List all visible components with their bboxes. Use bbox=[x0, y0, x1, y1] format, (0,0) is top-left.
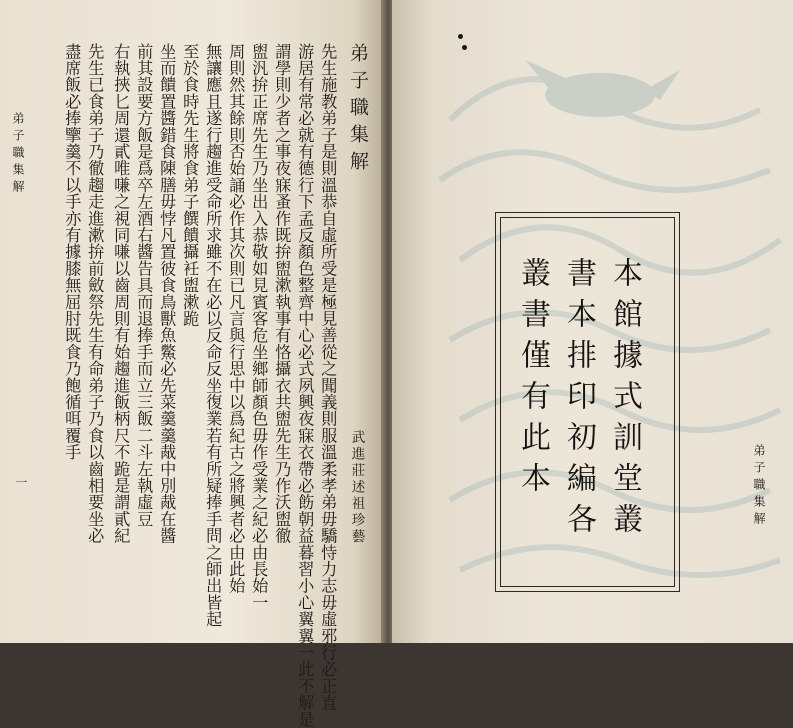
text-column-8: 坐而饋置醬錯食陳膳毋悖凡置彼食鳥獸魚鱉必先菜羹羹胾中別胾在醬 bbox=[157, 43, 177, 544]
page-number: 一 bbox=[14, 476, 28, 488]
text-column-4: 盥汎拚正席先生乃坐出入恭敬如見賓客危坐鄉師顏色毋作受業之紀必由長始一 bbox=[249, 43, 269, 611]
text-column-6: 無讓應且遂行趨進受命所求雖不在必以反命反坐復業若有所疑捧手問之師出皆起 bbox=[203, 43, 223, 628]
publisher-note-line-1: 本館據式訓堂叢 bbox=[607, 257, 642, 544]
publisher-notice-frame bbox=[495, 212, 680, 592]
edge-title: 弟子職集解 bbox=[752, 444, 766, 529]
margin-title: 弟子職集解 bbox=[11, 112, 25, 197]
text-column-2: 游居有常必就有德行下孟反顏色整齊中心必式夙興夜寐衣帶必飭朝益暮習小心翼翼一此不解是 bbox=[295, 43, 315, 728]
publisher-note-line-2: 書本排印初編各 bbox=[561, 257, 596, 544]
text-column-10: 右執挾匕周還貳唯嗛之視同嗛以齒周則有始趨進飯柄尺不跪是謂貳紀 bbox=[111, 43, 131, 544]
text-column-11: 先生已食弟子乃徹趨走進漱拚前斂祭先生有命弟子乃食以齒相要坐必 bbox=[85, 43, 105, 544]
text-column-5: 周則然其餘則否始誦必作其次則已凡言與行思中以爲紀古之將興者必由此始 bbox=[226, 43, 246, 595]
text-column-9: 前其設要方飯是爲卒左酒右醬告具而退捧手而立三飯二斗左執虛豆 bbox=[134, 43, 154, 528]
author-line: 武進莊述祖珍藝 bbox=[348, 430, 365, 546]
left-page bbox=[0, 0, 384, 728]
text-column-3: 謂學則少者之事夜寐蚤作既拚盥漱執事有恪攝衣共盥先生乃作沃盥徹 bbox=[272, 43, 292, 544]
publisher-note-line-3: 叢書僅有此本 bbox=[515, 257, 550, 503]
text-column-12: 盡席飯必捧擥羹不以手亦有據膝無屈肘既食乃飽循咡覆手 bbox=[62, 43, 82, 461]
annotation-block bbox=[42, 43, 60, 603]
book-title: 弟子職集解 bbox=[347, 43, 369, 178]
ink-dot bbox=[458, 34, 463, 39]
text-column-7: 至於食時先生將食弟子饌饋攝衽盥漱跪 bbox=[180, 43, 200, 327]
text-column-1: 先生施教弟子是則溫恭自虛所受是極見善從之聞義則服溫柔孝弟毋驕恃力志毋虛邪行必正直 bbox=[318, 43, 338, 711]
ink-dot bbox=[462, 45, 467, 50]
